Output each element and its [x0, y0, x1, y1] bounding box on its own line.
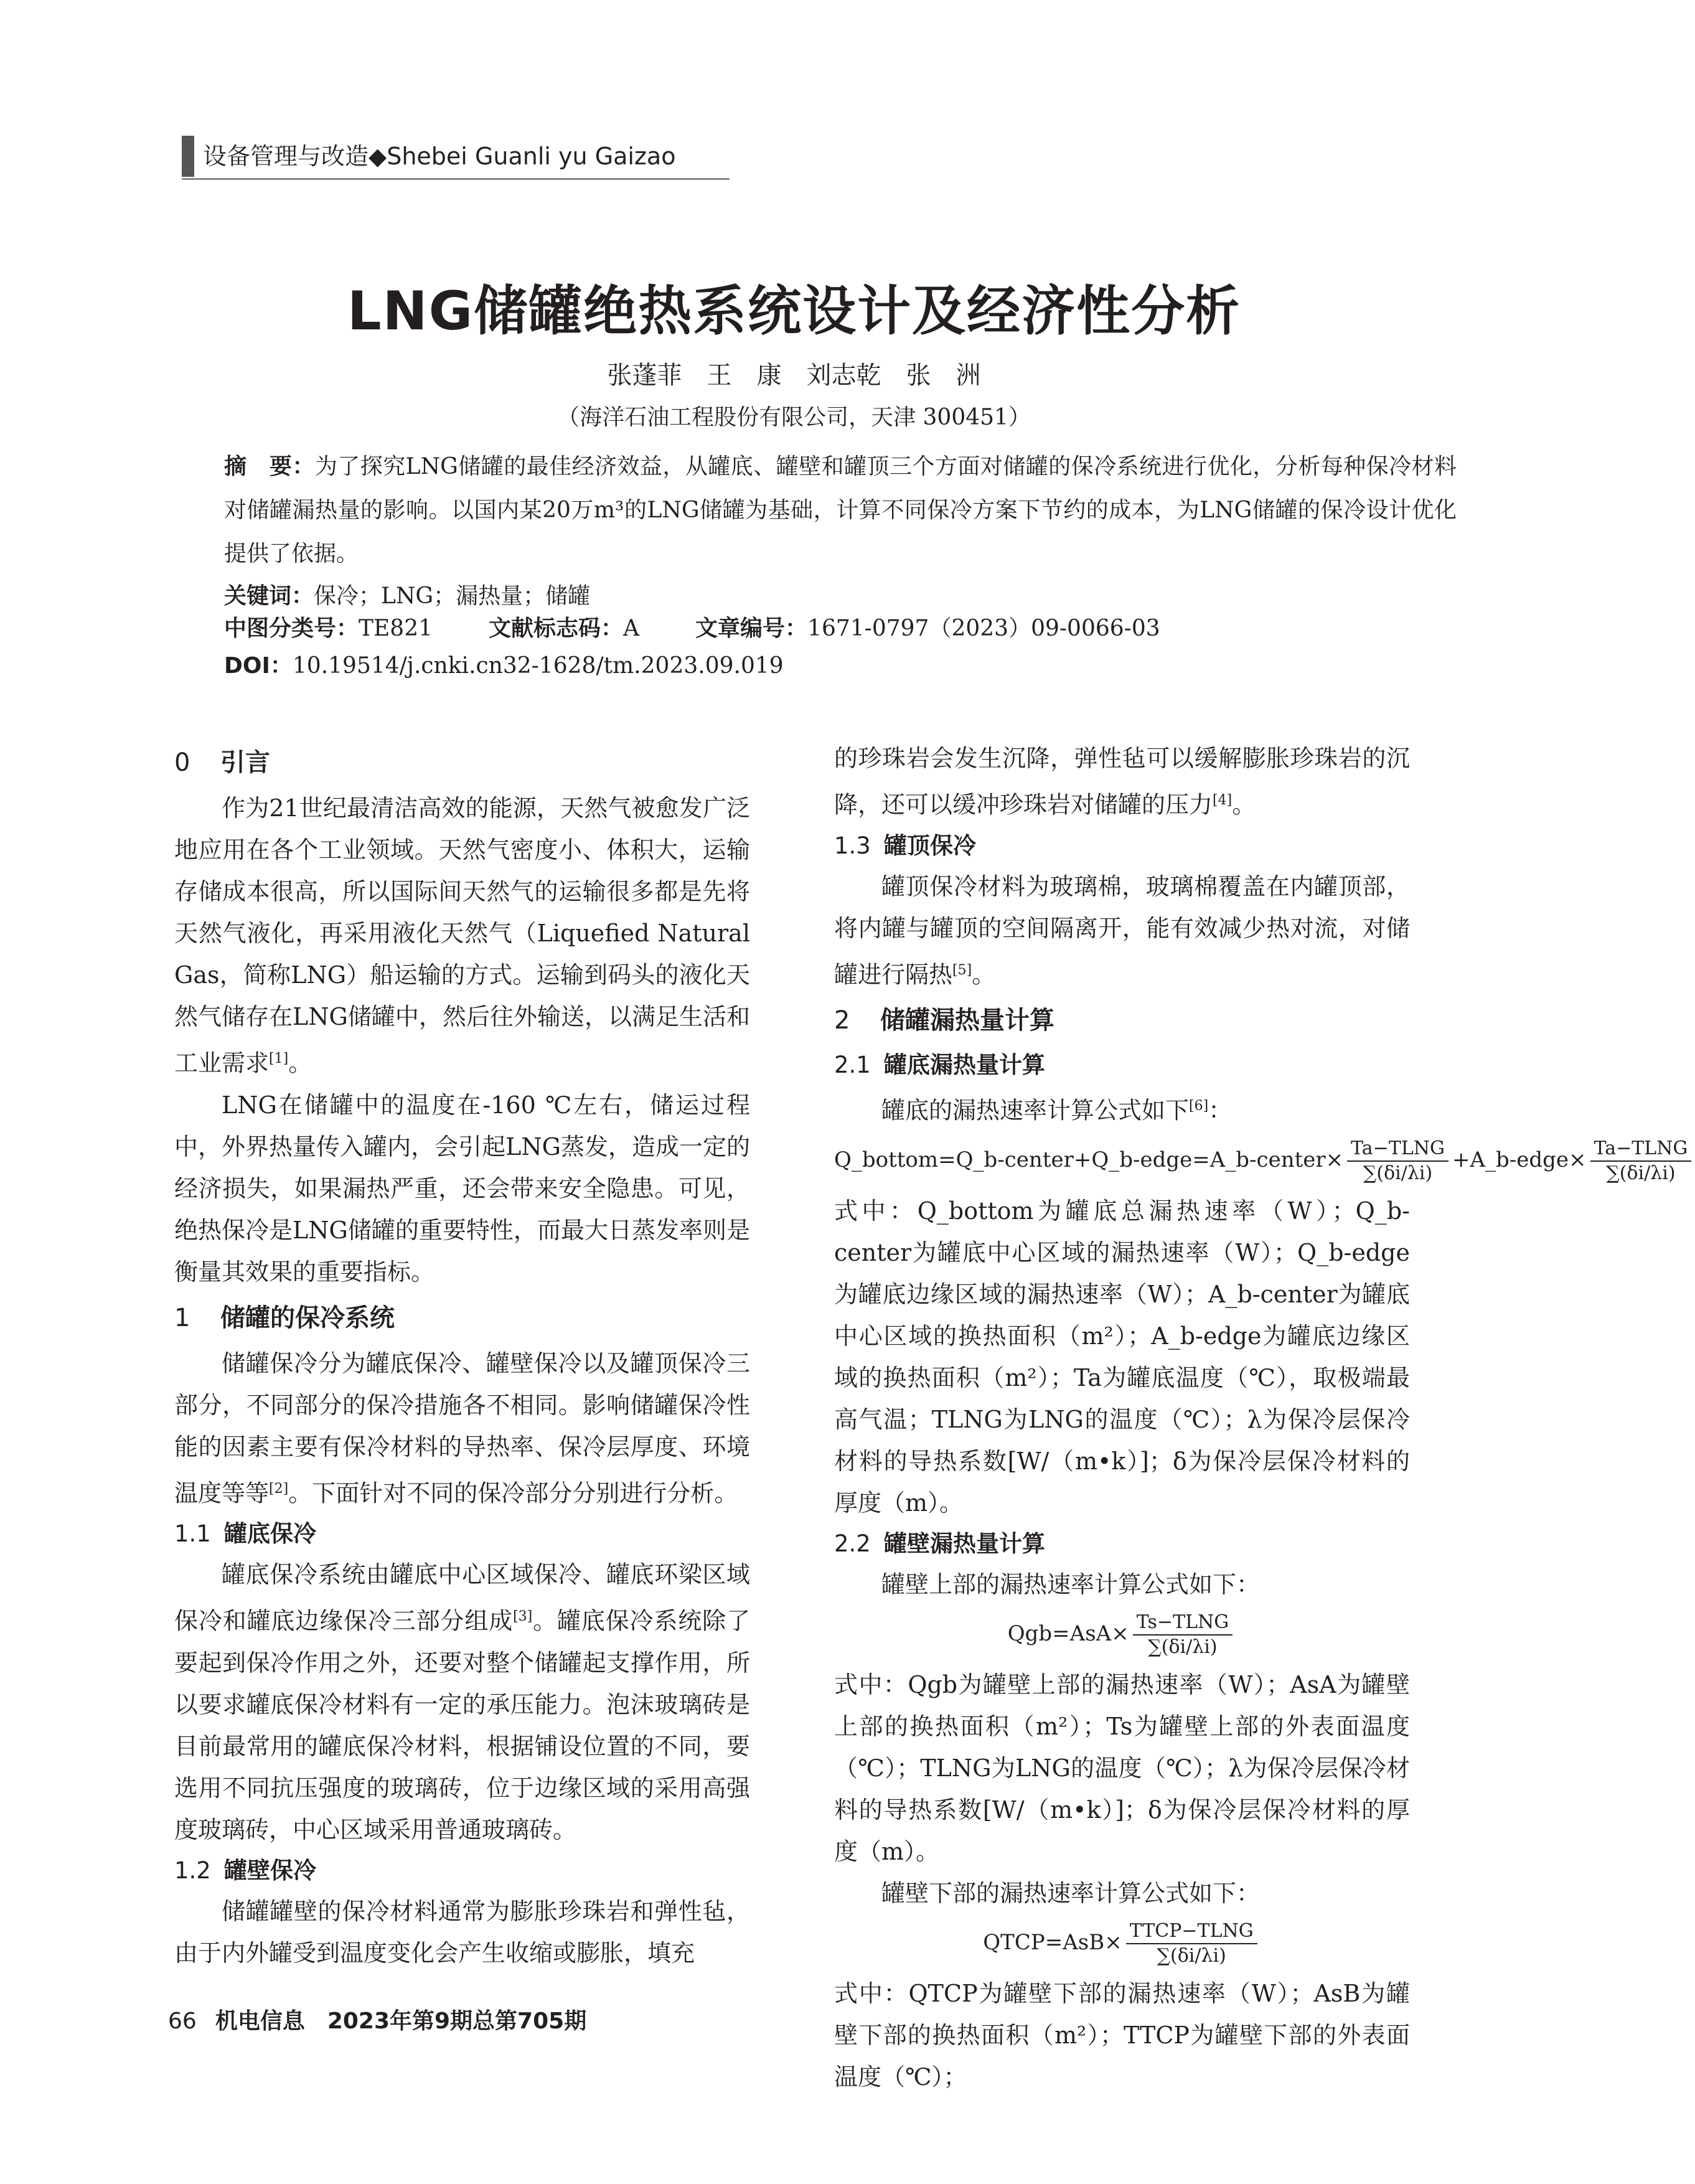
paragraph: 罐顶保冷材料为玻璃棉，玻璃棉覆盖在内罐顶部，将内罐与罐顶的空间隔离开，能有效减少热对流，对储罐进行隔热[5]。 — [834, 872, 1410, 989]
section-title: 储罐漏热量计算 — [880, 1006, 1054, 1035]
paragraph: 作为21世纪最清洁高效的能源，天然气被愈发广泛地应用在各个工业领域。天然气密度小、体积大，运输存储成本很高，所以国际间天然气的运输很多都是先将天然气液化，再采用液化天然气（Liquefied Natural Gas，简称LNG）船运输的方式。运输到码头的液化天然气储存在LNG储罐中，然后往外输送，以满足生活和工业需求[1]。 — [174, 794, 750, 1077]
paragraph: 式中：Q_bottom为罐底总漏热速率（W）；Q_b-center为罐底中心区域的漏热速率（W）；Q_b-edge为罐底边缘区域的漏热速率（W）；A_b-center为罐底中心区域的换热面积（m²）；A_b-edge为罐底边缘区域的换热面积（m²）；Ta为罐底温度（℃），取极端最高气温；TLNG为LNG的温度（℃）；λ为保冷层保冷材料的导热系数[W/（m•k）]；δ为保冷层保冷材料的厚度（m）。 — [834, 1197, 1410, 1517]
keywords-text: 保冷；LNG；漏热量；储罐 — [314, 583, 591, 609]
subsection-title: 罐底保冷 — [224, 1520, 316, 1548]
affiliation: （海洋石油工程股份有限公司，天津 300451） — [557, 405, 1031, 430]
keywords-label: 关键词： — [224, 583, 314, 609]
paragraph: 式中：Qgb为罐壁上部的漏热速率（W）；AsA为罐壁上部的换热面积（m²）；Ts为罐壁上部的外表面温度（℃）；TLNG为LNG的温度（℃）；λ为保冷层保冷材料的导热系数[W/（m•k）]；δ为保冷层保冷材料的厚度（m）。 — [834, 1670, 1410, 1865]
subsection-number: 1.3 — [834, 832, 871, 859]
header-rule — [182, 178, 730, 180]
subsection-title: 罐壁漏热量计算 — [884, 1530, 1045, 1557]
subsection-title: 罐底漏热量计算 — [884, 1052, 1045, 1079]
subsection-number: 1.2 — [174, 1857, 211, 1884]
section-number: 2 — [834, 1006, 850, 1035]
doc-code-value: A — [623, 616, 640, 641]
citation: [6] — [1189, 1098, 1209, 1114]
paragraph: 储罐罐壁的保冷材料通常为膨胀珍珠岩和弹性毡，由于内外罐受到温度变化会产生收缩或膨胀，填充 — [174, 1897, 750, 1967]
doc-code-label: 文献标志码： — [489, 616, 624, 641]
section-number: 1 — [174, 1303, 190, 1332]
doi-line — [224, 644, 1457, 688]
paragraph: 罐底保冷系统由罐底中心区域保冷、罐底环梁区域保冷和罐底边缘保冷三部分组成[3]。罐底保冷系统除了要起到保冷作用之外，还要对整个储罐起支撑作用，所以要求罐底保冷材料有一定的承压能力。泡沫玻璃砖是目前最常用的罐底保冷材料，根据铺设位置的不同，要选用不同抗压强度的玻璃砖，位于边缘区域的采用高强度玻璃砖，中心区域采用普通玻璃砖。 — [174, 1561, 750, 1843]
citation: [1] — [269, 1051, 289, 1066]
footer — [168, 2005, 586, 2038]
formula-lower-wall — [834, 1919, 1410, 1968]
left-column — [174, 738, 750, 1974]
formula-lhs: Q_bottom=Q_b-center+Q_b-edge=A_b-center× — [834, 1147, 1344, 1172]
paragraph: 式中：QTCP为罐壁下部的漏热速率（W）；AsB为罐壁下部的换热面积（m²）；TTCP为罐壁下部的外表面温度（℃）； — [834, 1979, 1410, 2091]
paragraph: 的珍珠岩会发生沉降，弹性毡可以缓解膨胀珍珠岩的沉降，还可以缓冲珍珠岩对储罐的压力[4]。 — [834, 745, 1410, 819]
fraction: $\frac{\text{TTCP−TLNG}}{\sum(\delta i/\lambda i)}$ — [1126, 1919, 1257, 1968]
paragraph: LNG在储罐中的温度在-160 ℃左右，储运过程中，外界热量传入罐内，会引起LNG蒸发，造成一定的经济损失，如果漏热严重，还会带来安全隐患。可见，绝热保冷是LNG储罐的重要特性，而最大日蒸发率则是衡量其效果的重要指标。 — [174, 1091, 750, 1286]
abstract-label: 摘 要： — [224, 454, 315, 479]
page-number: 66 — [168, 2008, 197, 2034]
formula-bottom-heat-leak — [834, 1137, 1688, 1185]
subsection-heading — [834, 1045, 1410, 1085]
subsection-heading — [174, 1514, 750, 1554]
subsection-number: 2.2 — [834, 1530, 871, 1557]
abstract — [224, 445, 1457, 576]
subsection-heading — [174, 1851, 750, 1891]
formula-mid: +A_b-edge× — [1452, 1147, 1587, 1172]
clc-value: TE821 — [359, 616, 433, 641]
formula-upper-wall — [834, 1611, 1410, 1659]
doi-value: 10.19514/j.cnki.cn32-1628/tm.2023.09.019 — [292, 653, 784, 679]
paper-title: LNG储罐绝热系统设计及经济性分析 — [347, 280, 1241, 342]
paragraph: 罐底的漏热速率计算公式如下[6]： — [881, 1096, 1233, 1124]
section-title: 引言 — [220, 748, 270, 777]
paragraph: 储罐保冷分为罐底保冷、罐壁保冷以及罐顶保冷三部分，不同部分的保冷措施各不相同。影响储罐保冷性能的因素主要有保冷材料的导热率、保冷层厚度、环境温度等等[2]。下面针对不同的保冷部分分别进行分析。 — [174, 1349, 750, 1507]
abstract-text: 为了探究LNG储罐的最佳经济效益，从罐底、罐壁和罐顶三个方面对储罐的保冷系统进行优化，分析每种保冷材料对储罐漏热量的影响。以国内某20万m³的LNG储罐为基础，计算不同保冷方案下节约的成本，为LNG储罐的保冷设计优化提供了依据。 — [224, 454, 1457, 567]
right-column — [834, 738, 1688, 2098]
subsection-number: 1.1 — [174, 1520, 211, 1548]
header-bar — [182, 136, 194, 177]
subsection-title: 罐壁保冷 — [224, 1857, 316, 1884]
subsection-heading — [834, 1524, 1410, 1564]
article-no-value: 1671-0797（2023）09-0066-03 — [807, 616, 1160, 641]
formula-lhs: Qgb=AsA× — [1007, 1621, 1129, 1646]
citation: [2] — [269, 1480, 289, 1497]
fraction: $\frac{\text{Ts−TLNG}}{\sum(\delta i/\lambda i)}$ — [1133, 1611, 1233, 1659]
citation: [5] — [952, 962, 972, 978]
paragraph: 罐壁下部的漏热速率计算公式如下： — [881, 1879, 1261, 1907]
fraction: $\frac{\text{Ta−TLNG}}{\sum(\delta i/\lambda i)}$ — [1347, 1137, 1448, 1185]
section-heading — [174, 1296, 750, 1340]
formula-lhs: QTCP=AsB× — [983, 1929, 1122, 1955]
subsection-heading — [834, 826, 1410, 866]
journal-info: 机电信息 2023年第9期总第705期 — [215, 2008, 587, 2034]
section-heading — [834, 998, 1410, 1043]
doi-label: DOI： — [224, 653, 293, 679]
section-title: 储罐的保冷系统 — [220, 1303, 395, 1332]
section-heading — [174, 740, 750, 785]
section-number: 0 — [174, 748, 190, 777]
subsection-title: 罐顶保冷 — [884, 832, 976, 859]
citation: [3] — [513, 1609, 533, 1625]
citation: [4] — [1213, 793, 1233, 808]
paragraph: 罐壁上部的漏热速率计算公式如下： — [881, 1570, 1261, 1598]
fraction: $\frac{\text{Ta−TLNG}}{\sum(\delta i/\lambda i)}$ — [1590, 1137, 1692, 1185]
article-no-label: 文章编号： — [695, 616, 808, 641]
running-header: 设备管理与改造◆Shebei Guanli yu Gaizao — [203, 143, 676, 170]
authors: 张蓬菲 王 康 刘志乾 张 洲 — [607, 361, 981, 390]
subsection-number: 2.1 — [834, 1052, 871, 1079]
clc-label: 中图分类号： — [224, 616, 359, 641]
